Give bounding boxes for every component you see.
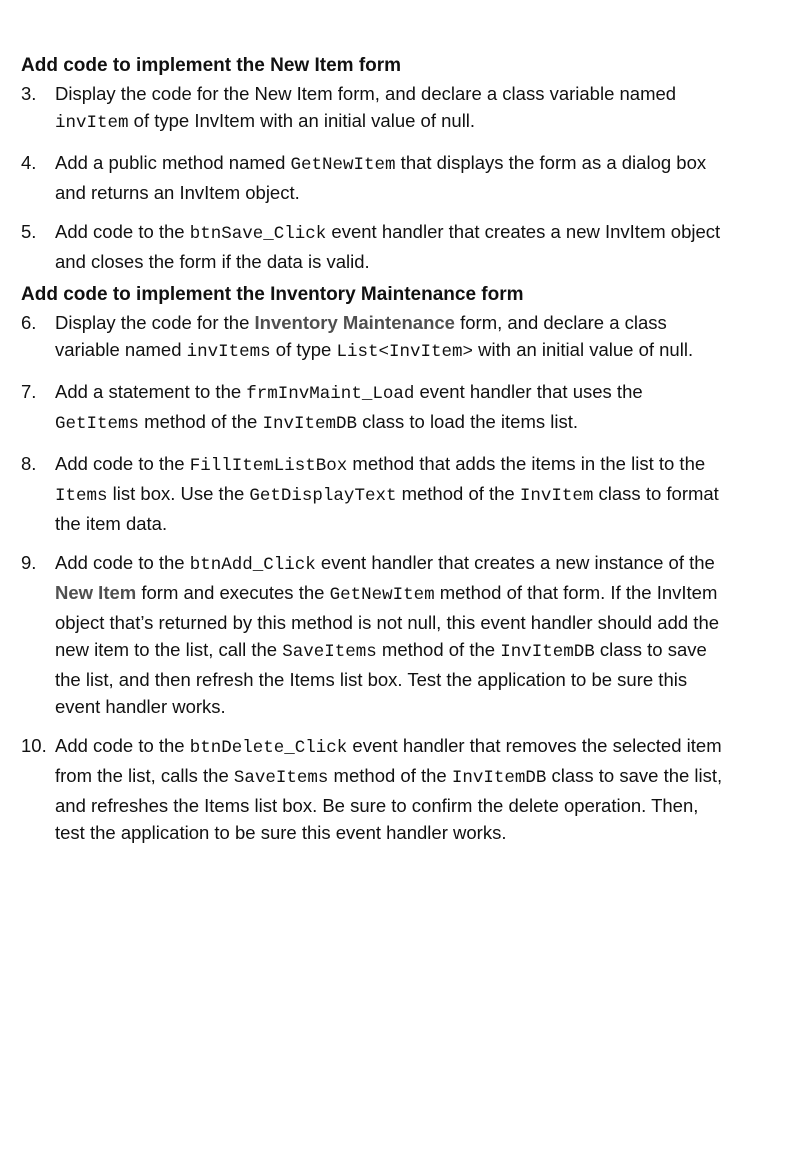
code-identifier: invItem [55,113,129,133]
step-item [21,309,727,366]
section-heading: Add code to implement the Inventory Maintenance form [21,284,524,305]
step-text-run: class to format the item data. [55,483,719,534]
step-text-run: class to load the items list. [356,411,579,432]
step-item [21,378,727,438]
form-name-emphasis: Inventory Maintenance [254,312,455,333]
code-identifier: InvItemDB [500,642,595,662]
code-identifier: frmInvMaint_Load [246,384,415,404]
step-text-run: method of the [396,483,520,504]
instruction-section [21,283,727,846]
instruction-section [21,54,727,275]
form-name-emphasis: New Item [55,582,137,603]
step-text-run: that displays the form as a dialog box and returns an InvItem object. [55,152,707,203]
step-item [21,732,727,846]
step-list [21,309,727,846]
step-text-run: list box. Use the [107,483,250,504]
step-number: 4. [21,152,37,173]
step-item [21,450,727,537]
code-identifier: List<InvItem> [336,342,474,362]
step-text-run: Display the code for the [55,312,255,333]
section-heading: Add code to implement the New Item form [21,55,402,76]
code-identifier: invItems [186,342,271,362]
code-identifier: GetDisplayText [249,486,397,506]
step-text-run: class to save the list, and then refresh the Items list box. Test the application to be sure this event handler works. [55,639,707,717]
step-text-run: Display the code for the New Item form, and declare a class variable named [55,83,677,104]
step-number: 10. [21,735,47,756]
step-number: 5. [21,221,37,242]
section-list [21,54,727,846]
step-text-run: of type InvItem with an initial value of null. [128,110,476,131]
step-text [55,83,676,131]
step-text-run: Add a statement to the [55,381,247,402]
step-number: 6. [21,312,37,333]
step-text-run: Add code to the [55,735,190,756]
code-identifier: GetNewItem [329,585,435,605]
step-list [21,80,727,275]
code-identifier: InvItem [519,486,594,506]
step-text-run: Add code to the [55,552,190,573]
code-identifier: GetItems [55,414,140,434]
step-text [55,221,720,272]
step-text-run: event handler that removes the selected item from the list, calls the [55,735,722,786]
step-text [55,453,719,534]
code-identifier: btnSave_Click [189,224,327,244]
step-text-run: method of the [376,639,501,660]
code-identifier: SaveItems [233,768,329,788]
step-item [21,80,727,137]
step-text-run: event handler that uses the [414,381,643,402]
step-text [55,312,693,360]
step-text-run: of type [270,339,337,360]
step-text-run: event handler that creates a new instance of the [315,552,715,573]
step-text-run: Add code to the [55,453,190,474]
instructions-document [21,54,727,846]
step-text [55,552,719,717]
step-text-run: form and executes the [136,582,330,603]
step-number: 9. [21,552,37,573]
step-text [55,735,722,843]
code-identifier: btnAdd_Click [189,555,316,575]
code-identifier: SaveItems [282,642,377,662]
step-number: 7. [21,381,37,402]
step-item [21,218,727,275]
code-identifier: GetNewItem [290,155,396,175]
step-text-run: Add code to the [55,221,190,242]
code-identifier: btnDelete_Click [189,738,348,758]
step-text-run: with an initial value of null. [473,339,694,360]
code-identifier: InvItemDB [451,768,547,788]
step-number: 8. [21,453,37,474]
step-text [55,381,643,432]
step-number: 3. [21,83,37,104]
step-text-run: event handler that creates a new InvItem object and closes the form if the data is valid. [55,221,721,272]
step-text-run: form, and declare a class variable named [55,312,667,360]
step-text-run: Add a public method named [55,152,291,173]
step-item [21,149,727,206]
code-identifier: InvItemDB [262,414,357,434]
code-identifier: Items [55,486,108,506]
step-text-run: method of the [328,765,452,786]
step-text-run: method of that form. If the InvItem object that’s returned by this method is not null, this event handler should add the new item to the list, call the [55,582,720,660]
step-text-run: class to save the list, and refreshes the Items list box. Be sure to confirm the delete operation. Then, test the application to be sure this event handler works. [55,765,723,843]
step-text [55,152,706,203]
code-identifier: FillItemListBox [189,456,348,476]
step-text-run: method of the [139,411,263,432]
step-text-run: method that adds the items in the list to the [347,453,706,474]
step-item [21,549,727,720]
